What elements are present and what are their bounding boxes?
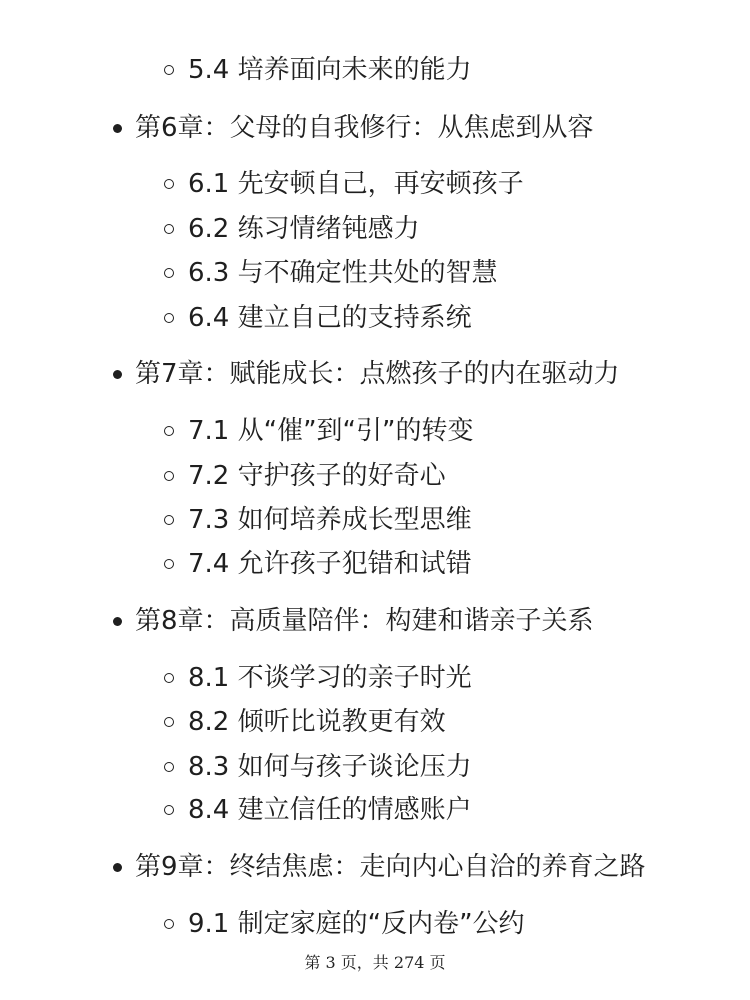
toc-section-text: 6.3 与不确定性共处的智慧 [188,258,498,288]
hollow-bullet-icon [164,515,174,525]
toc-section-text: 5.4 培养面向未来的能力 [188,55,472,85]
toc-section-6-1 [188,166,524,202]
hollow-bullet-icon [164,313,174,323]
toc-section-8-4 [188,792,472,828]
hollow-bullet-icon [164,224,174,234]
toc-section-text: 7.4 允许孩子犯错和试错 [188,549,472,579]
toc-chapter-text: 第9章：终结焦虑：走向内心自洽的养育之路 [135,852,646,882]
toc-section-text: 8.3 如何与孩子谈论压力 [188,752,472,782]
toc-section-text: 8.2 倾听比说教更有效 [188,707,446,737]
page-footer [0,950,750,973]
toc-section-5-4 [188,52,472,88]
toc-section-text: 7.2 守护孩子的好奇心 [188,461,446,491]
toc-chapter-8 [135,603,594,639]
toc-chapter-text: 第6章：父母的自我修行：从焦虑到从容 [135,113,594,143]
toc-section-7-1 [188,413,474,449]
toc-section-text: 6.2 练习情绪钝感力 [188,214,420,244]
toc-chapter-text: 第8章：高质量陪伴：构建和谐亲子关系 [135,606,594,636]
toc-chapter-text: 第7章：赋能成长：点燃孩子的内在驱动力 [135,359,620,389]
bullet-icon [113,863,122,872]
hollow-bullet-icon [164,762,174,772]
hollow-bullet-icon [164,673,174,683]
toc-section-text: 7.1 从“催”到“引”的转变 [188,416,474,446]
toc-chapter-9 [135,849,646,885]
bullet-icon [113,617,122,626]
hollow-bullet-icon [164,717,174,727]
hollow-bullet-icon [164,179,174,189]
hollow-bullet-icon [164,805,174,815]
toc-section-7-4 [188,546,472,582]
toc-section-6-4 [188,300,472,336]
bullet-icon [113,124,122,133]
toc-chapter-7 [135,356,620,392]
toc-section-8-1 [188,660,472,696]
toc-section-text: 9.1 制定家庭的“反内卷”公约 [188,909,525,939]
page-number-text: 第 3 页，共 274 页 [304,953,446,972]
hollow-bullet-icon [164,268,174,278]
toc-section-8-3 [188,749,472,785]
hollow-bullet-icon [164,559,174,569]
toc-chapter-6 [135,110,594,146]
toc-section-8-2 [188,704,446,740]
bullet-icon [113,370,122,379]
toc-section-6-3 [188,255,498,291]
toc-section-9-1 [188,906,525,942]
hollow-bullet-icon [164,65,174,75]
toc-section-7-2 [188,458,446,494]
toc-section-text: 6.4 建立自己的支持系统 [188,303,472,333]
toc-section-text: 7.3 如何培养成长型思维 [188,505,472,535]
toc-section-6-2 [188,211,420,247]
toc-section-text: 8.1 不谈学习的亲子时光 [188,663,472,693]
toc-section-text: 6.1 先安顿自己，再安顿孩子 [188,169,524,199]
hollow-bullet-icon [164,919,174,929]
toc-section-7-3 [188,502,472,538]
hollow-bullet-icon [164,471,174,481]
toc-section-text: 8.4 建立信任的情感账户 [188,795,472,825]
hollow-bullet-icon [164,426,174,436]
